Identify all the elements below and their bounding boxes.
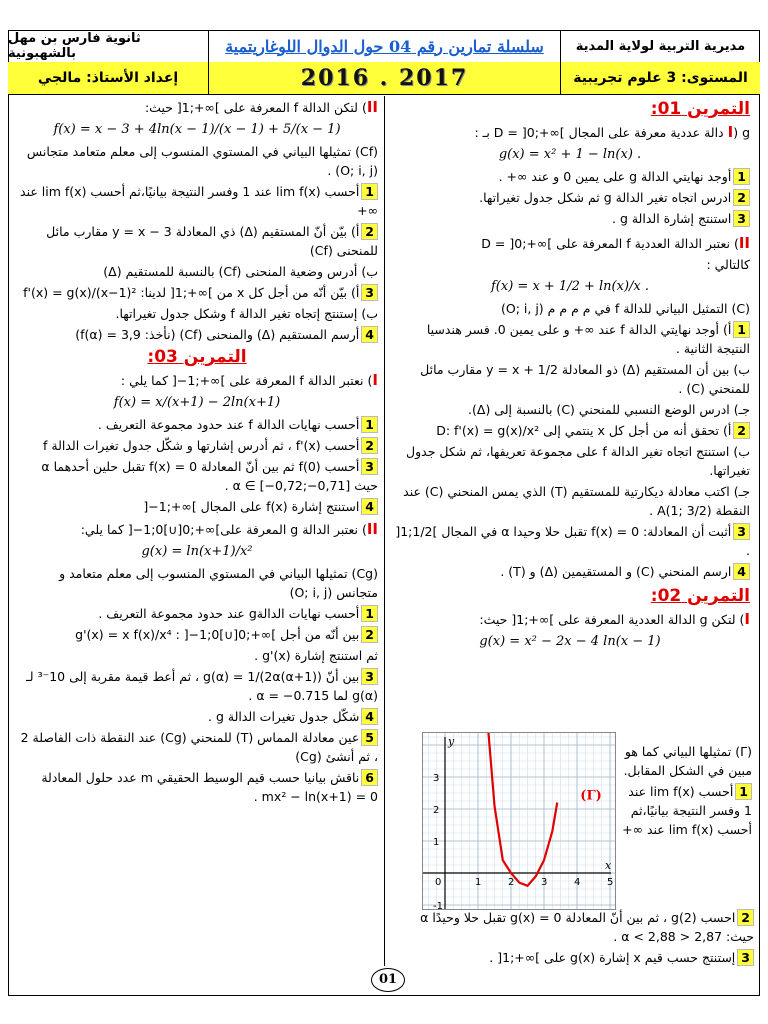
header-directorate: مديرية التربية لولاية المدية bbox=[560, 30, 760, 62]
question-text: أحسب lim f(x) عند 1 وفسر النتيجة بيانيًا،ثم أحسب lim f(x) عند ∞+ bbox=[622, 784, 752, 837]
question-number: 2 bbox=[737, 909, 754, 926]
question-text: أحسب f(0) ثم بين أنّ المعادلة f(x) = 0 تقبل حلين أحدهما α حيث α ∈ [−0,72;−0,71] . bbox=[41, 459, 378, 493]
gamma-curve-label: (Γ) bbox=[580, 788, 602, 804]
question-text: استنتج إشارة الدالة g . bbox=[611, 211, 732, 226]
left-column bbox=[12, 96, 384, 956]
ex02-partI-text: لتكن g الدالة العددية المعرفة على ]∞+;1[ حيث: bbox=[479, 612, 736, 627]
origin-label: 0 bbox=[435, 877, 442, 888]
question-number: 4 bbox=[361, 498, 378, 515]
question-number: 3 bbox=[733, 523, 750, 540]
roman-numeral: II bbox=[366, 520, 378, 538]
question-text: أحسب نهايات الدالةg عند حدود مجموعة التعريف . bbox=[98, 606, 360, 621]
question-text: أ) بيّن أنّه من أجل كل x من ]∞+;1[ لدينا: f'(x) = g(x)/(x−1)² bbox=[23, 285, 360, 300]
ex03-II-q2b: ثم استنتج إشارة g'(x) . bbox=[254, 648, 378, 663]
ex03-part-I: I) نعتبر الدالة f المعرفة على ]∞+;1−[ كما يلي : bbox=[120, 371, 378, 389]
ex01-q3 bbox=[390, 522, 750, 560]
y-tick-label: -1 bbox=[433, 901, 443, 909]
ex03-q1 bbox=[16, 415, 378, 434]
ex02-part-II: II) لتكن الدالة f المعرفة على ]∞+;1[ حيث: bbox=[144, 98, 378, 116]
question-text: أثبت أن المعادلة: f(x) = 0 تقبل حلا وحيدا α في المجال ]1/2;1[ . bbox=[395, 524, 750, 558]
ex03-g-formula: g(x) = ln(x+1)/x² bbox=[141, 544, 253, 559]
ex02-q3 bbox=[392, 948, 754, 967]
ex02-II-q1 bbox=[16, 182, 378, 220]
level-label: المستوى: bbox=[681, 70, 748, 86]
y-tick-label: 3 bbox=[433, 773, 440, 784]
question-text: أوجد نهايتي الدالة g على يمين 0 و عند ∞+ . bbox=[498, 169, 732, 184]
question-text: عين معادلة المماس (T) للمنحني (Cg) عند النقطة ذات الفاصلة 2 ، ثم أنشئ (Cg) bbox=[20, 730, 378, 764]
question-number: 4 bbox=[361, 326, 378, 343]
header-row-1 bbox=[8, 30, 760, 63]
x-axis-label: x bbox=[605, 859, 612, 872]
ex03-f-formula: f(x) = x/(x+1) − 2ln(x+1) bbox=[113, 395, 281, 410]
ex02-II-q2b: ب) أدرس وضعية المنحنى (Cf) بالنسبة للمستقيم (Δ) bbox=[103, 264, 378, 279]
level-value: 3 علوم تجريبية bbox=[573, 70, 677, 86]
question-text: أ) أوجد نهايتي الدالة f عند ∞+ و على يمين 0. فسر هندسيا النتيجة الثانية . bbox=[426, 322, 750, 356]
ex03-II-q3 bbox=[16, 667, 378, 705]
header-teacher: إعداد الأستاذ: مالجي bbox=[37, 70, 179, 86]
ex01-part-I: I) g دالة عددية معرفة على المجال ]∞+;0[ = D بـ : bbox=[474, 123, 750, 141]
question-number: 4 bbox=[361, 708, 378, 725]
question-number: 1 bbox=[361, 416, 378, 433]
ex01-q1b: ب) بين أن المستقيم (Δ) ذو المعادلة y = x + 1/2 مقارب مائل للمنحني (C) . bbox=[420, 362, 750, 396]
gamma-curve bbox=[486, 733, 557, 886]
ex03-II-q2 bbox=[16, 625, 378, 644]
question-text: استنتج إشارة f(x) على المجال ]∞+;1−[ bbox=[143, 499, 360, 514]
ex02-graph-desc: (Γ) تمثيلها البياني كما هو مبين في الشكل المقابل. bbox=[623, 744, 752, 778]
page-number: 01 bbox=[371, 968, 405, 992]
ex02-f-formula: f(x) = x − 3 + 4ln(x − 1)/(x − 1) + 5/(x − 1) bbox=[53, 122, 341, 137]
ex01-part-II: II) نعتبر الدالة العددية f المعرفة على ]∞+;0[ = D bbox=[481, 234, 750, 252]
question-text: أ) بيّن أنّ المستقيم (Δ) ذي المعادلة y = x − 3 مقارب مائل للمنحنى (Cf) bbox=[46, 224, 378, 258]
question-number: 1 bbox=[733, 321, 750, 338]
ex01-f-formula: f(x) = x + 1/2 + ln(x)/x . bbox=[491, 279, 649, 294]
question-text: أرسم المستقيم (Δ) والمنحنى (Cf) (نأخذ: f(α) = 3,9) bbox=[75, 327, 360, 342]
question-text: ارسم المنحني (C) و المستقيمين (Δ) و (T) . bbox=[500, 564, 732, 579]
ex02-II-q3a bbox=[16, 283, 378, 302]
exercise-03-title: التمرين 03: bbox=[147, 347, 247, 367]
ex03-II-q6 bbox=[16, 768, 378, 806]
roman-numeral: I bbox=[744, 610, 750, 628]
question-text: ناقش بيانيا حسب قيم الوسيط الحقيقي m عدد حلول المعادلة mx² − ln(x+1) = 0 . bbox=[41, 770, 378, 804]
question-number: 2 bbox=[361, 626, 378, 643]
question-number: 3 bbox=[733, 210, 750, 227]
roman-numeral: I bbox=[372, 371, 378, 389]
question-number: 5 bbox=[361, 729, 378, 746]
question-number: 3 bbox=[361, 668, 378, 685]
question-number: 3 bbox=[737, 949, 754, 966]
question-number: 2 bbox=[361, 437, 378, 454]
question-text: احسب g(2) ، ثم بين أنّ المعادلة g(x) = 0 تقبل حلا وحيدًا α حيث: 2,87 < α < 2,88 . bbox=[420, 910, 754, 944]
question-text: أحسب نهايات الدالة f عند حدود مجموعة التعريف . bbox=[97, 417, 360, 432]
question-number: 1 bbox=[361, 183, 378, 200]
question-text: بين أنّ g(α) = 1/(2α(α+1)) ، ثم أعط قيمة مقربة إلى 10⁻³ لـ g(α) لما α = −0.715 . bbox=[26, 669, 378, 703]
ex02-graph-text bbox=[618, 742, 752, 841]
ex02-curve: (Cf) تمثيلها البياني في المستوي المنسوب إلى معلم متعامد متجانس (O; i, j) . bbox=[26, 144, 378, 178]
ex01-q2c: جـ) اكتب معادلة ديكارتية للمستقيم (T) الذي يمس المنحني (C) عند النقطة A(1; 3/2) . bbox=[403, 484, 750, 518]
ex02-g-formula: g(x) = x² − 2x − 4 ln(x − 1) bbox=[479, 634, 661, 649]
x-tick-label: 5 bbox=[607, 877, 614, 888]
ex02-q1 bbox=[618, 782, 752, 839]
ex01-q1c: جـ) ادرس الوضع النسبي للمنحني (C) بالنسبة إلى (Δ). bbox=[468, 402, 750, 417]
question-number: 4 bbox=[733, 563, 750, 580]
question-text: أحسب lim f(x) عند 1 وفسر النتيجة بيانيًا،ثم أحسب lim f(x) عند ∞+ bbox=[20, 184, 378, 218]
ex02-bottom bbox=[392, 908, 754, 969]
ex01-q2a bbox=[390, 421, 750, 440]
question-number: 2 bbox=[733, 189, 750, 206]
ex03-part-II: II) نعتبر الدالة g المعرفة على]∞+;0[∪]0;1−[ كما يلي: bbox=[80, 520, 378, 538]
ex02-II-q4 bbox=[16, 325, 378, 344]
ex03-partII-text: نعتبر الدالة g المعرفة على]∞+;0[∪]0;1−[ كما يلي: bbox=[80, 522, 358, 537]
roman-numeral: II bbox=[738, 234, 750, 252]
question-number: 2 bbox=[733, 422, 750, 439]
ex02-partII-text: لتكن الدالة f المعرفة على ]∞+;1[ حيث: bbox=[144, 100, 358, 115]
y-axis-label: y bbox=[448, 735, 455, 748]
header-level bbox=[560, 62, 760, 94]
ex02-q2 bbox=[392, 908, 754, 946]
question-text: شكّل جدول تغيرات الدالة g . bbox=[208, 709, 360, 724]
gamma-chart-svg bbox=[423, 733, 615, 909]
x-tick-label: 4 bbox=[574, 877, 581, 888]
question-number: 2 bbox=[361, 223, 378, 240]
x-tick-label: 3 bbox=[541, 877, 548, 888]
ex01-g-formula: g(x) = x² + 1 − ln(x) . bbox=[498, 147, 642, 162]
question-text: أحسب f'(x) ، ثم أدرس إشارتها و شكّل جدول تغيرات الدالة f bbox=[43, 438, 360, 453]
ex01-curve: (C) التمثيل البياني للدالة f في م م م م (O; i, j) bbox=[500, 301, 750, 316]
header bbox=[8, 30, 760, 94]
ex03-curve: (Cg) تمثيلها البياني في المستوي المنسوب إلى معلم متعامد و متجانس (O; i, j) bbox=[59, 566, 378, 600]
roman-numeral: II bbox=[366, 98, 378, 116]
exercise-01-title: التمرين 01: bbox=[650, 99, 750, 119]
series-title: سلسلة تمارين رقم 04 حول الدوال اللوغاريتمية bbox=[208, 30, 560, 62]
ex01-q1a bbox=[390, 320, 750, 358]
question-number: 1 bbox=[735, 783, 752, 800]
ex01-q2 bbox=[390, 188, 750, 207]
question-text: ادرس اتجاه تغير الدالة g ثم شكل جدول تغيراتها. bbox=[479, 190, 732, 205]
question-number: 3 bbox=[361, 458, 378, 475]
header-school: ثانوية فارس بن مهل بالشهبونية bbox=[8, 31, 141, 61]
question-number: 6 bbox=[361, 769, 378, 786]
ex03-II-q5 bbox=[16, 728, 378, 766]
ex01-q2b: ب) استنتج اتجاه تغير الدالة f على مجموعة تعريفها، ثم شكل جدول تغيراتها. bbox=[406, 444, 750, 478]
exercise-02-title: التمرين 02: bbox=[650, 586, 750, 606]
x-tick-label: 1 bbox=[475, 877, 482, 888]
header-years: 2016 . 2017 bbox=[208, 62, 560, 94]
x-tick-label: 2 bbox=[508, 877, 515, 888]
ex01-q3 bbox=[390, 209, 750, 228]
y-tick-label: 1 bbox=[433, 837, 440, 848]
question-number: 3 bbox=[361, 284, 378, 301]
column-divider bbox=[384, 96, 385, 966]
gamma-graph bbox=[422, 732, 616, 910]
ex03-q4 bbox=[16, 497, 378, 516]
question-number: 1 bbox=[361, 605, 378, 622]
question-text: أ) تحقق أنه من أجل كل x ينتمي إلى D: f'(x) = g(x)/x² bbox=[436, 423, 732, 438]
question-number: 1 bbox=[733, 168, 750, 185]
ex03-q3 bbox=[16, 457, 378, 495]
ex03-partI-text: نعتبر الدالة f المعرفة على ]∞+;1−[ كما يلي : bbox=[120, 373, 364, 388]
question-text: إستنتج حسب قيم x إشارة g(x) على ]∞+;1[ . bbox=[489, 950, 736, 965]
ex03-q2 bbox=[16, 436, 378, 455]
question-text: بين أنّه من أجل ]∞+;0[∪]0;1−[ : g'(x) = x f(x)/x⁴ bbox=[75, 627, 360, 642]
header-row-2 bbox=[8, 62, 760, 95]
ex01-q4 bbox=[390, 562, 750, 581]
roman-numeral: I bbox=[727, 123, 734, 141]
ex01-partII-text: نعتبر الدالة العددية f المعرفة على ]∞+;0[ = D bbox=[481, 236, 730, 251]
ex03-II-q4 bbox=[16, 707, 378, 726]
ex01-q1 bbox=[390, 167, 750, 186]
y-tick-label: 2 bbox=[433, 805, 440, 816]
ex01-partI-text: g دالة عددية معرفة على المجال ]∞+;0[ = D بـ : bbox=[474, 125, 750, 140]
ex03-II-q1 bbox=[16, 604, 378, 623]
ex02-part-I: I) لتكن g الدالة العددية المعرفة على ]∞+;1[ حيث: bbox=[479, 610, 750, 628]
ex01-like: كالتالي : bbox=[706, 257, 750, 272]
ex02-II-q3b: ب) إستنتج إتجاه تغير الدالة f وشكل جدول تغيراتها. bbox=[115, 306, 378, 321]
ex02-II-q2a bbox=[16, 222, 378, 260]
